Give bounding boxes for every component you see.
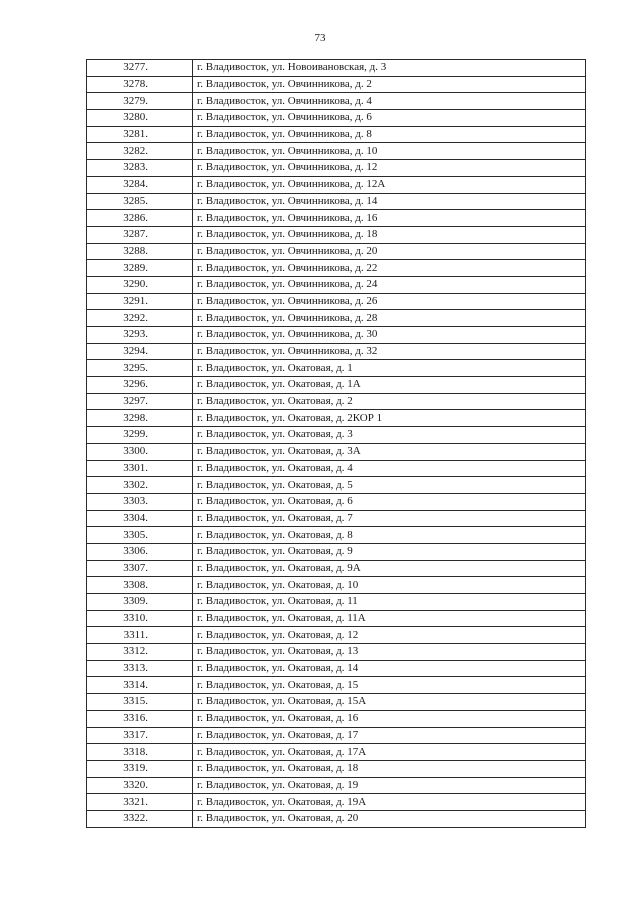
table-row — [87, 543, 586, 560]
table-row — [87, 477, 586, 494]
table-row — [87, 393, 586, 410]
table-row — [87, 610, 586, 627]
row-number-cell: 3296. — [87, 377, 193, 394]
row-number-cell: 3290. — [87, 276, 193, 293]
address-cell: г. Владивосток, ул. Окатовая, д. 13 — [193, 644, 586, 661]
address-cell: г. Владивосток, ул. Овчинникова, д. 18 — [193, 226, 586, 243]
address-cell: г. Владивосток, ул. Окатовая, д. 1А — [193, 377, 586, 394]
table-row — [87, 293, 586, 310]
address-table-body — [87, 60, 586, 828]
row-number-cell: 3303. — [87, 493, 193, 510]
address-cell: г. Владивосток, ул. Окатовая, д. 12 — [193, 627, 586, 644]
row-number-cell: 3308. — [87, 577, 193, 594]
address-cell: г. Владивосток, ул. Овчинникова, д. 6 — [193, 110, 586, 127]
page-number: 73 — [314, 32, 326, 44]
address-cell: г. Владивосток, ул. Овчинникова, д. 12 — [193, 160, 586, 177]
row-number-cell: 3315. — [87, 694, 193, 711]
address-cell: г. Владивосток, ул. Окатовая, д. 20 — [193, 810, 586, 827]
table-row — [87, 343, 586, 360]
address-cell: г. Владивосток, ул. Новоивановская, д. 3 — [193, 60, 586, 77]
table-row — [87, 677, 586, 694]
address-cell: г. Владивосток, ул. Овчинникова, д. 30 — [193, 327, 586, 344]
table-row — [87, 176, 586, 193]
table-row — [87, 760, 586, 777]
row-number-cell: 3288. — [87, 243, 193, 260]
row-number-cell: 3322. — [87, 810, 193, 827]
row-number-cell: 3302. — [87, 477, 193, 494]
table-row — [87, 510, 586, 527]
row-number-cell: 3318. — [87, 744, 193, 761]
row-number-cell: 3319. — [87, 760, 193, 777]
row-number-cell: 3311. — [87, 627, 193, 644]
row-number-cell: 3298. — [87, 410, 193, 427]
address-cell: г. Владивосток, ул. Окатовая, д. 4 — [193, 460, 586, 477]
table-row — [87, 427, 586, 444]
address-cell: г. Владивосток, ул. Окатовая, д. 10 — [193, 577, 586, 594]
row-number-cell: 3313. — [87, 660, 193, 677]
table-row — [87, 794, 586, 811]
address-cell: г. Владивосток, ул. Окатовая, д. 5 — [193, 477, 586, 494]
address-cell: г. Владивосток, ул. Окатовая, д. 3А — [193, 443, 586, 460]
row-number-cell: 3300. — [87, 443, 193, 460]
address-cell: г. Владивосток, ул. Овчинникова, д. 16 — [193, 210, 586, 227]
row-number-cell: 3292. — [87, 310, 193, 327]
table-row — [87, 744, 586, 761]
table-row — [87, 460, 586, 477]
table-row — [87, 226, 586, 243]
table-row — [87, 310, 586, 327]
row-number-cell: 3316. — [87, 710, 193, 727]
table-row — [87, 243, 586, 260]
row-number-cell: 3278. — [87, 76, 193, 93]
address-cell: г. Владивосток, ул. Окатовая, д. 2 — [193, 393, 586, 410]
table-row — [87, 443, 586, 460]
table-row — [87, 76, 586, 93]
table-row — [87, 143, 586, 160]
row-number-cell: 3295. — [87, 360, 193, 377]
row-number-cell: 3307. — [87, 560, 193, 577]
table-row — [87, 210, 586, 227]
table-row — [87, 110, 586, 127]
table-row — [87, 660, 586, 677]
address-cell: г. Владивосток, ул. Овчинникова, д. 14 — [193, 193, 586, 210]
address-cell: г. Владивосток, ул. Окатовая, д. 11А — [193, 610, 586, 627]
table-row — [87, 710, 586, 727]
address-cell: г. Владивосток, ул. Овчинникова, д. 2 — [193, 76, 586, 93]
row-number-cell: 3285. — [87, 193, 193, 210]
address-cell: г. Владивосток, ул. Овчинникова, д. 28 — [193, 310, 586, 327]
row-number-cell: 3294. — [87, 343, 193, 360]
address-cell: г. Владивосток, ул. Окатовая, д. 9 — [193, 543, 586, 560]
table-row — [87, 577, 586, 594]
address-table — [86, 59, 586, 828]
row-number-cell: 3284. — [87, 176, 193, 193]
row-number-cell: 3281. — [87, 126, 193, 143]
address-cell: г. Владивосток, ул. Овчинникова, д. 24 — [193, 276, 586, 293]
table-row — [87, 60, 586, 77]
address-cell: г. Владивосток, ул. Овчинникова, д. 22 — [193, 260, 586, 277]
row-number-cell: 3291. — [87, 293, 193, 310]
address-cell: г. Владивосток, ул. Овчинникова, д. 4 — [193, 93, 586, 110]
address-cell: г. Владивосток, ул. Окатовая, д. 3 — [193, 427, 586, 444]
address-cell: г. Владивосток, ул. Окатовая, д. 7 — [193, 510, 586, 527]
row-number-cell: 3299. — [87, 427, 193, 444]
row-number-cell: 3277. — [87, 60, 193, 77]
row-number-cell: 3283. — [87, 160, 193, 177]
address-cell: г. Владивосток, ул. Овчинникова, д. 20 — [193, 243, 586, 260]
address-cell: г. Владивосток, ул. Окатовая, д. 14 — [193, 660, 586, 677]
address-cell: г. Владивосток, ул. Окатовая, д. 19 — [193, 777, 586, 794]
table-row — [87, 327, 586, 344]
row-number-cell: 3280. — [87, 110, 193, 127]
table-row — [87, 594, 586, 611]
address-cell: г. Владивосток, ул. Овчинникова, д. 10 — [193, 143, 586, 160]
address-cell: г. Владивосток, ул. Окатовая, д. 15А — [193, 694, 586, 711]
row-number-cell: 3289. — [87, 260, 193, 277]
row-number-cell: 3304. — [87, 510, 193, 527]
table-row — [87, 360, 586, 377]
row-number-cell: 3310. — [87, 610, 193, 627]
table-row — [87, 160, 586, 177]
address-cell: г. Владивосток, ул. Окатовая, д. 15 — [193, 677, 586, 694]
row-number-cell: 3309. — [87, 594, 193, 611]
address-cell: г. Владивосток, ул. Окатовая, д. 17А — [193, 744, 586, 761]
table-row — [87, 527, 586, 544]
address-cell: г. Владивосток, ул. Окатовая, д. 19А — [193, 794, 586, 811]
address-cell: г. Владивосток, ул. Окатовая, д. 2КОР 1 — [193, 410, 586, 427]
row-number-cell: 3301. — [87, 460, 193, 477]
table-row — [87, 810, 586, 827]
table-row — [87, 93, 586, 110]
address-cell: г. Владивосток, ул. Окатовая, д. 6 — [193, 493, 586, 510]
address-cell: г. Владивосток, ул. Окатовая, д. 9А — [193, 560, 586, 577]
row-number-cell: 3317. — [87, 727, 193, 744]
address-cell: г. Владивосток, ул. Овчинникова, д. 32 — [193, 343, 586, 360]
table-row — [87, 777, 586, 794]
table-row — [87, 193, 586, 210]
table-row — [87, 260, 586, 277]
row-number-cell: 3297. — [87, 393, 193, 410]
row-number-cell: 3293. — [87, 327, 193, 344]
address-cell: г. Владивосток, ул. Окатовая, д. 1 — [193, 360, 586, 377]
table-row — [87, 377, 586, 394]
table-row — [87, 694, 586, 711]
table-row — [87, 493, 586, 510]
table-row — [87, 727, 586, 744]
address-cell: г. Владивосток, ул. Овчинникова, д. 26 — [193, 293, 586, 310]
row-number-cell: 3286. — [87, 210, 193, 227]
address-cell: г. Владивосток, ул. Окатовая, д. 8 — [193, 527, 586, 544]
table-row — [87, 276, 586, 293]
table-row — [87, 627, 586, 644]
row-number-cell: 3306. — [87, 543, 193, 560]
table-row — [87, 126, 586, 143]
address-cell: г. Владивосток, ул. Окатовая, д. 18 — [193, 760, 586, 777]
address-cell: г. Владивосток, ул. Овчинникова, д. 8 — [193, 126, 586, 143]
row-number-cell: 3312. — [87, 644, 193, 661]
row-number-cell: 3287. — [87, 226, 193, 243]
address-cell: г. Владивосток, ул. Окатовая, д. 17 — [193, 727, 586, 744]
row-number-cell: 3321. — [87, 794, 193, 811]
address-cell: г. Владивосток, ул. Окатовая, д. 16 — [193, 710, 586, 727]
row-number-cell: 3282. — [87, 143, 193, 160]
row-number-cell: 3279. — [87, 93, 193, 110]
row-number-cell: 3314. — [87, 677, 193, 694]
table-row — [87, 410, 586, 427]
row-number-cell: 3320. — [87, 777, 193, 794]
address-cell: г. Владивосток, ул. Окатовая, д. 11 — [193, 594, 586, 611]
table-row — [87, 644, 586, 661]
address-cell: г. Владивосток, ул. Овчинникова, д. 12А — [193, 176, 586, 193]
table-row — [87, 560, 586, 577]
row-number-cell: 3305. — [87, 527, 193, 544]
